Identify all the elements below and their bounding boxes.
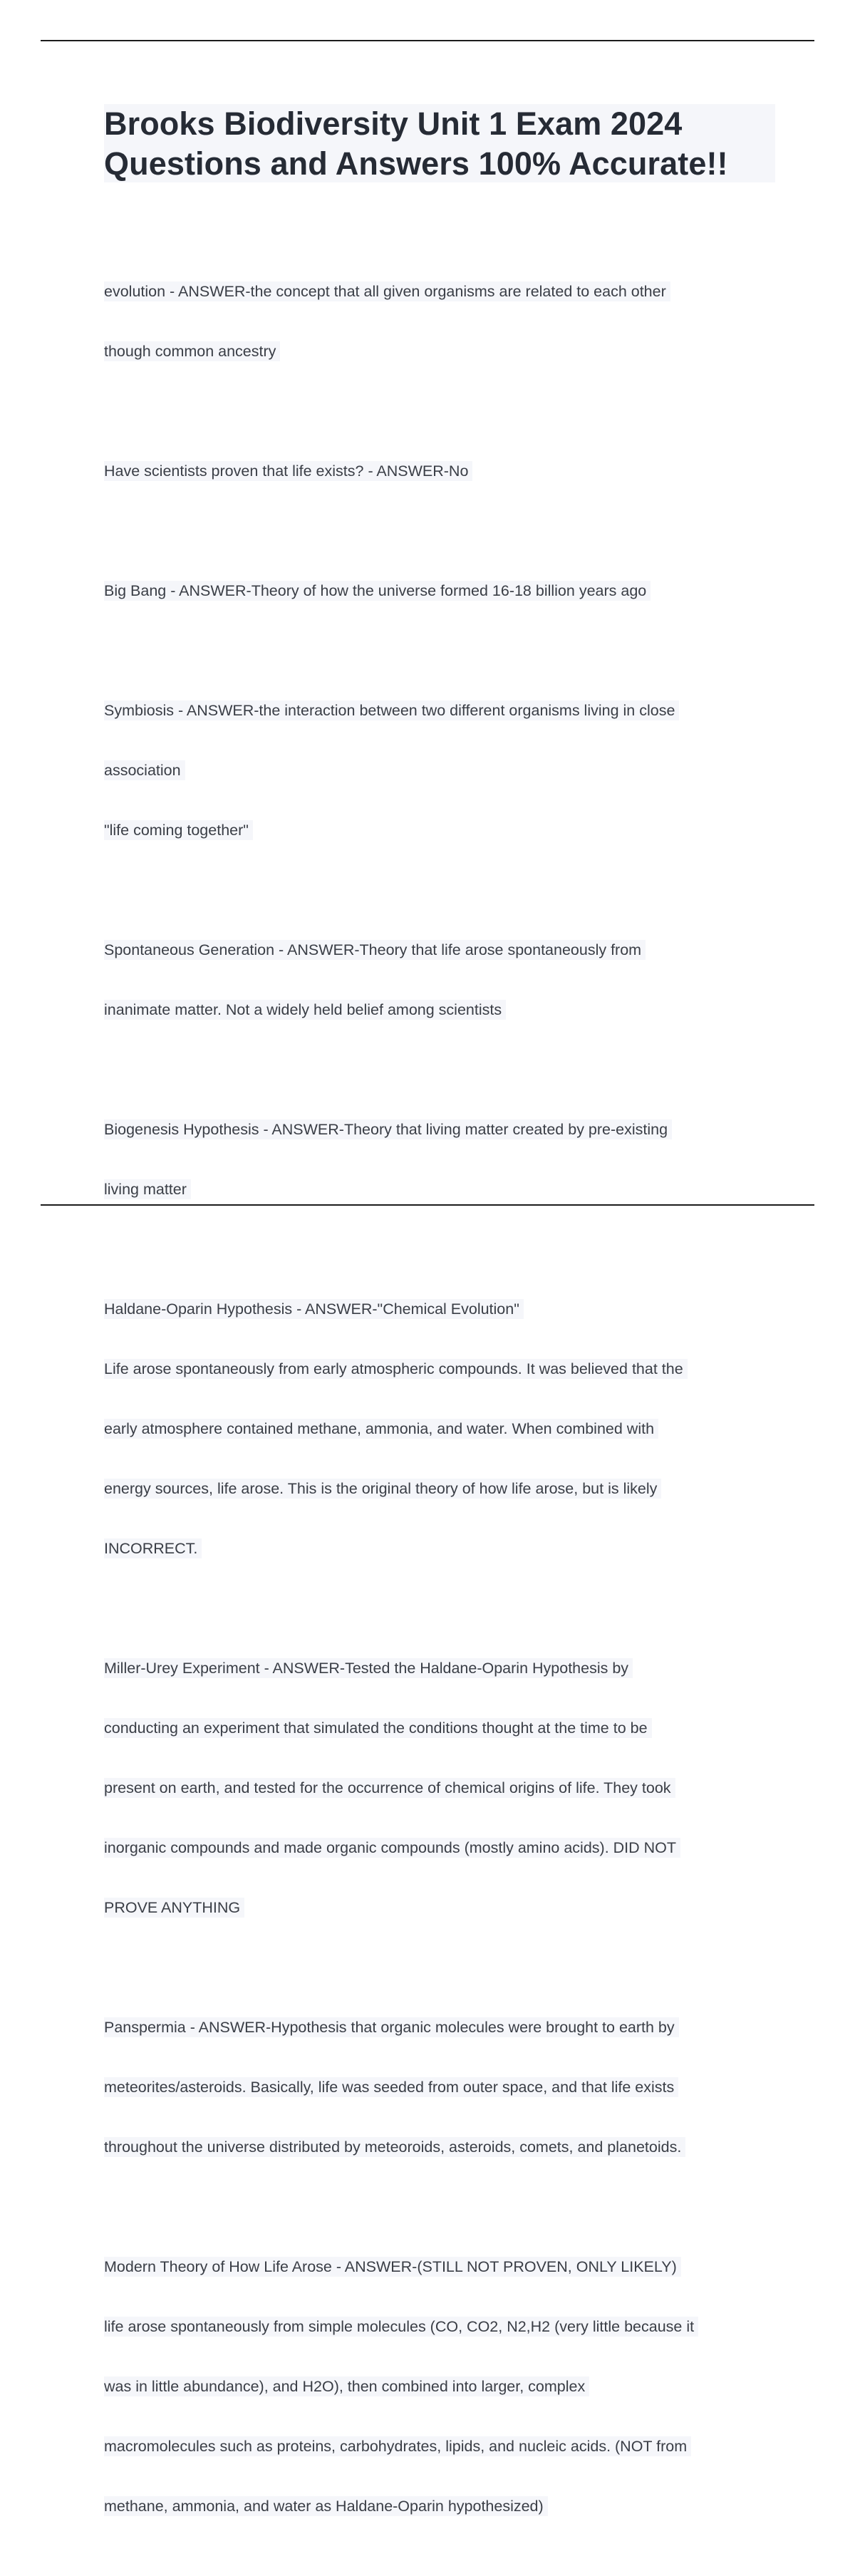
qa-line: meteorites/asteroids. Basically, life was seeded from outer space, and that life exists bbox=[104, 2077, 678, 2097]
title-line: Questions and Answers 100% Accurate!! bbox=[104, 145, 728, 182]
qa-line: early atmosphere contained methane, ammonia, and water. When combined with bbox=[104, 1419, 658, 1439]
qa-line: association bbox=[104, 760, 185, 780]
qa-line: Life arose spontaneously from early atmospheric compounds. It was believed that the bbox=[104, 1359, 688, 1379]
qa-item-spontaneous-generation bbox=[104, 900, 779, 1060]
qa-item-evolution bbox=[104, 242, 779, 401]
qa-line: evolution - ANSWER-the concept that all given organisms are related to each other bbox=[104, 281, 670, 301]
qa-item-miller-urey bbox=[104, 1618, 779, 1957]
qa-line: Miller-Urey Experiment - ANSWER-Tested the Haldane-Oparin Hypothesis by bbox=[104, 1658, 633, 1678]
qa-list bbox=[104, 242, 779, 2576]
qa-item-biogenesis bbox=[104, 1080, 779, 1239]
qa-line: inorganic compounds and made organic compounds (mostly amino acids). DID NOT bbox=[104, 1838, 680, 1858]
qa-item-life-exists bbox=[104, 421, 779, 521]
top-divider bbox=[41, 40, 814, 41]
title-line: Brooks Biodiversity Unit 1 Exam 2024 bbox=[104, 105, 683, 142]
qa-item-haldane-oparin bbox=[104, 1259, 779, 1598]
title-block bbox=[104, 104, 775, 182]
qa-line: conducting an experiment that simulated the conditions thought at the time to be bbox=[104, 1718, 652, 1738]
qa-line: macromolecules such as proteins, carbohydrates, lipids, and nucleic acids. (NOT from bbox=[104, 2436, 691, 2456]
qa-line: INCORRECT. bbox=[104, 1538, 202, 1558]
qa-line: methane, ammonia, and water as Haldane-Oparin hypothesized) bbox=[104, 2496, 548, 2516]
qa-line: "life coming together" bbox=[104, 820, 253, 840]
qa-line: though common ancestry bbox=[104, 341, 280, 361]
bottom-divider bbox=[41, 1204, 814, 1206]
qa-line: life arose spontaneously from simple molecules (CO, CO2, N2,H2 (very little because it bbox=[104, 2317, 698, 2337]
qa-line: energy sources, life arose. This is the original theory of how life arose, but is likely bbox=[104, 1479, 661, 1499]
qa-line: inanimate matter. Not a widely held belief among scientists bbox=[104, 1000, 506, 1020]
qa-item-panspermia bbox=[104, 1977, 779, 2197]
qa-line: present on earth, and tested for the occurrence of chemical origins of life. They took bbox=[104, 1778, 675, 1798]
qa-line: Haldane-Oparin Hypothesis - ANSWER-"Chemical Evolution" bbox=[104, 1299, 524, 1319]
qa-line: PROVE ANYTHING bbox=[104, 1898, 244, 1918]
qa-line: was in little abundance), and H2O), then combined into larger, complex bbox=[104, 2376, 589, 2396]
qa-line: living matter bbox=[104, 1179, 191, 1199]
qa-line: throughout the universe distributed by meteoroids, asteroids, comets, and planetoids. bbox=[104, 2137, 685, 2157]
qa-line: Biogenesis Hypothesis - ANSWER-Theory that living matter created by pre-existing bbox=[104, 1119, 672, 1139]
qa-line: Panspermia - ANSWER-Hypothesis that organic molecules were brought to earth by bbox=[104, 2017, 679, 2037]
qa-line: Big Bang - ANSWER-Theory of how the universe formed 16-18 billion years ago bbox=[104, 581, 651, 601]
qa-item-modern-theory bbox=[104, 2217, 779, 2556]
qa-line: Symbiosis - ANSWER-the interaction between two different organisms living in close bbox=[104, 700, 679, 720]
qa-line: Spontaneous Generation - ANSWER-Theory that life arose spontaneously from bbox=[104, 940, 646, 960]
qa-item-big-bang bbox=[104, 541, 779, 641]
qa-line: Have scientists proven that life exists? - ANSWER-No bbox=[104, 461, 472, 481]
qa-item-symbiosis bbox=[104, 661, 779, 880]
document-title bbox=[104, 104, 775, 184]
qa-line: Modern Theory of How Life Arose - ANSWER-(STILL NOT PROVEN, ONLY LIKELY) bbox=[104, 2257, 681, 2277]
